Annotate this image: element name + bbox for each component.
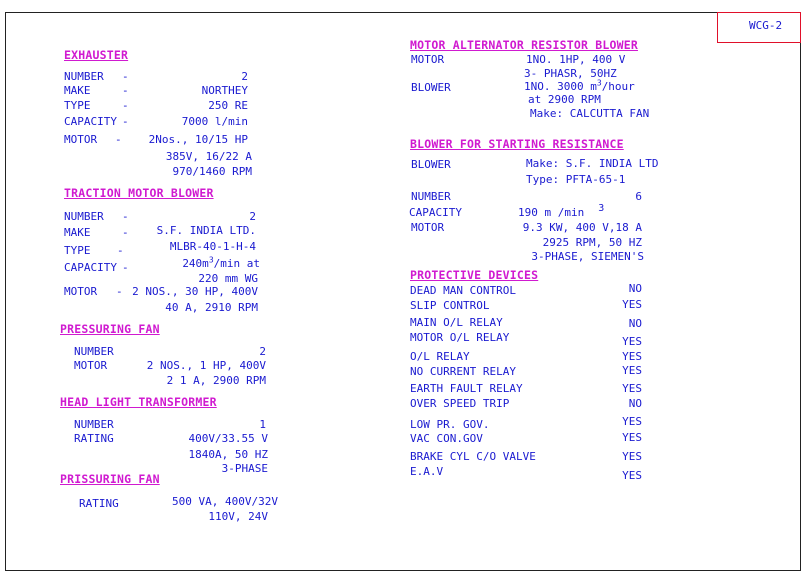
exhauster-capacity-dash: -	[122, 115, 129, 128]
traction-capacity-number: 240m	[182, 257, 209, 270]
blower-start-type: Type: PFTA-65-1	[526, 173, 626, 186]
traction-make-label: MAKE	[64, 226, 91, 239]
traction-number-dash: -	[122, 210, 129, 223]
protective-label: E.A.V	[410, 465, 444, 478]
protective-value: NO	[628, 282, 642, 295]
traction-motor-dash: -	[116, 285, 123, 298]
motor-alt-motor-label: MOTOR	[411, 53, 445, 66]
motor-alt-motor-line2: 3- PHASR, 50HZ	[524, 67, 617, 80]
protective-heading: PROTECTIVE DEVICES	[410, 268, 539, 282]
protective-value: YES	[622, 382, 642, 395]
exhauster-type-dash: -	[122, 99, 129, 112]
pressuring-motor-label: MOTOR	[74, 359, 108, 372]
traction-capacity-value	[140, 255, 260, 270]
blower-start-capacity-value	[518, 203, 605, 219]
headlight-rating-line3: 3-PHASE	[221, 462, 268, 475]
protective-value: YES	[622, 450, 642, 463]
exhauster-capacity-value: 7000 l/min	[181, 115, 248, 128]
exhauster-motor-dash: -	[115, 133, 122, 146]
traction-motor-label: MOTOR	[64, 285, 98, 298]
protective-value: NO	[628, 317, 642, 330]
exhauster-heading: EXHAUSTER	[64, 48, 129, 62]
traction-number-label: NUMBER	[64, 210, 104, 223]
protective-label: SLIP CONTROL	[410, 299, 490, 312]
prissuring-rating-line2: 110V, 24V	[208, 510, 268, 523]
motor-alt-blower-label: BLOWER	[411, 81, 451, 94]
motor-alt-blower-value	[524, 78, 635, 93]
traction-motor-line2: 40 A, 2910 RPM	[165, 301, 258, 314]
motor-alt-heading: MOTOR ALTERNATOR RESISTOR BLOWER	[410, 38, 638, 52]
traction-capacity-suffix: /min at	[213, 257, 260, 270]
headlight-heading: HEAD LIGHT TRANSFORMER	[60, 395, 217, 409]
protective-label: OVER SPEED TRIP	[410, 397, 510, 410]
exhauster-number-label: NUMBER	[64, 70, 104, 83]
blower-start-motor-label: MOTOR	[411, 221, 445, 234]
blower-start-motor-line2: 2925 RPM, 50 HZ	[542, 236, 642, 249]
traction-capacity-label: CAPACITY	[64, 261, 117, 274]
motor-alt-blower-sup: 3	[596, 78, 602, 88]
headlight-number-value: 1	[259, 418, 266, 431]
protective-value: YES	[622, 431, 642, 444]
blower-start-capacity-sup: 3	[598, 203, 605, 215]
exhauster-make-value: NORTHEY	[201, 84, 248, 97]
blower-start-blower-label: BLOWER	[411, 158, 451, 171]
traction-make-dash: -	[122, 226, 129, 239]
pressuring-number-value: 2	[259, 345, 266, 358]
motor-alt-blower-line2: at 2900 RPM	[528, 93, 601, 106]
exhauster-make-dash: -	[122, 84, 129, 97]
protective-label: VAC CON.GOV	[410, 432, 483, 445]
protective-label: NO CURRENT RELAY	[410, 365, 516, 378]
exhauster-motor-label: MOTOR	[64, 133, 98, 146]
exhauster-motor-value: 2Nos., 10/15 HP	[148, 133, 248, 146]
protective-value: YES	[622, 298, 642, 311]
traction-capacity-line2: 220 mm WG	[198, 272, 258, 285]
protective-label: BRAKE CYL C/O VALVE	[410, 450, 536, 463]
pressuring-motor-value: 2 NOS., 1 HP, 400V	[146, 359, 266, 372]
exhauster-motor-line2: 385V, 16/22 A	[165, 150, 252, 163]
headlight-rating-value: 400V/33.55 V	[188, 432, 268, 445]
drawing-tag: WCG-2	[717, 12, 801, 43]
exhauster-number-value: 2	[241, 70, 248, 83]
blower-start-capacity-label: CAPACITY	[409, 206, 462, 219]
motor-alt-blower-line3: Make: CALCUTTA FAN	[530, 107, 650, 120]
protective-label: DEAD MAN CONTROL	[410, 284, 516, 297]
traction-type-value: MLBR-40-1-H-4	[169, 240, 256, 253]
protective-label: MAIN O/L RELAY	[410, 316, 503, 329]
protective-label: O/L RELAY	[410, 350, 470, 363]
headlight-rating-label: RATING	[74, 432, 114, 445]
exhauster-number-dash: -	[122, 70, 129, 83]
traction-type-label: TYPE	[64, 244, 91, 257]
headlight-rating-line2: 1840A, 50 HZ	[188, 448, 268, 461]
traction-type-dash: -	[117, 244, 124, 257]
blower-start-number-value: 6	[635, 190, 642, 203]
pressuring-motor-line2: 2 1 A, 2900 RPM	[166, 374, 266, 387]
exhauster-type-label: TYPE	[64, 99, 91, 112]
exhauster-capacity-label: CAPACITY	[64, 115, 117, 128]
blower-start-capacity-number: 190 m /min	[518, 206, 585, 219]
protective-label: LOW PR. GOV.	[410, 418, 490, 431]
blower-start-heading: BLOWER FOR STARTING RESISTANCE	[410, 137, 624, 151]
protective-label: EARTH FAULT RELAY	[410, 382, 523, 395]
prissuring-rating-value: 500 VA, 400V/32V	[172, 495, 278, 508]
blower-start-make: Make: S.F. INDIA LTD	[526, 157, 659, 170]
pressuring-number-label: NUMBER	[74, 345, 114, 358]
pressuring-fan-heading: PRESSURING FAN	[60, 322, 160, 336]
protective-value: YES	[622, 350, 642, 363]
motor-alt-blower-number: 1NO. 3000 m	[524, 80, 597, 93]
blower-start-motor-value: 9.3 KW, 400 V,18 A	[522, 221, 642, 234]
protective-label: MOTOR O/L RELAY	[410, 331, 510, 344]
headlight-number-label: NUMBER	[74, 418, 114, 431]
protective-value: YES	[622, 364, 642, 377]
prissuring-fan-heading: PRISSURING FAN	[60, 472, 160, 486]
protective-value: YES	[622, 335, 642, 348]
protective-value: YES	[622, 469, 642, 482]
protective-value: NO	[628, 397, 642, 410]
blower-start-motor-line3: 3-PHASE, SIEMEN'S	[531, 250, 644, 263]
traction-make-value: S.F. INDIA LTD.	[156, 224, 256, 237]
traction-number-value: 2	[249, 210, 256, 223]
prissuring-rating-label: RATING	[79, 497, 119, 510]
exhauster-motor-line3: 970/1460 RPM	[172, 165, 252, 178]
traction-capacity-sup: 3	[208, 255, 214, 265]
traction-motor-value: 2 NOS., 30 HP, 400V	[132, 285, 258, 298]
exhauster-type-value: 250 RE	[208, 99, 248, 112]
motor-alt-motor-value: 1NO. 1HP, 400 V	[526, 53, 626, 66]
traction-heading: TRACTION MOTOR BLOWER	[64, 186, 214, 200]
traction-capacity-dash: -	[122, 261, 129, 274]
blower-start-number-label: NUMBER	[411, 190, 451, 203]
motor-alt-blower-suffix: /hour	[601, 80, 635, 93]
protective-value: YES	[622, 415, 642, 428]
exhauster-make-label: MAKE	[64, 84, 91, 97]
